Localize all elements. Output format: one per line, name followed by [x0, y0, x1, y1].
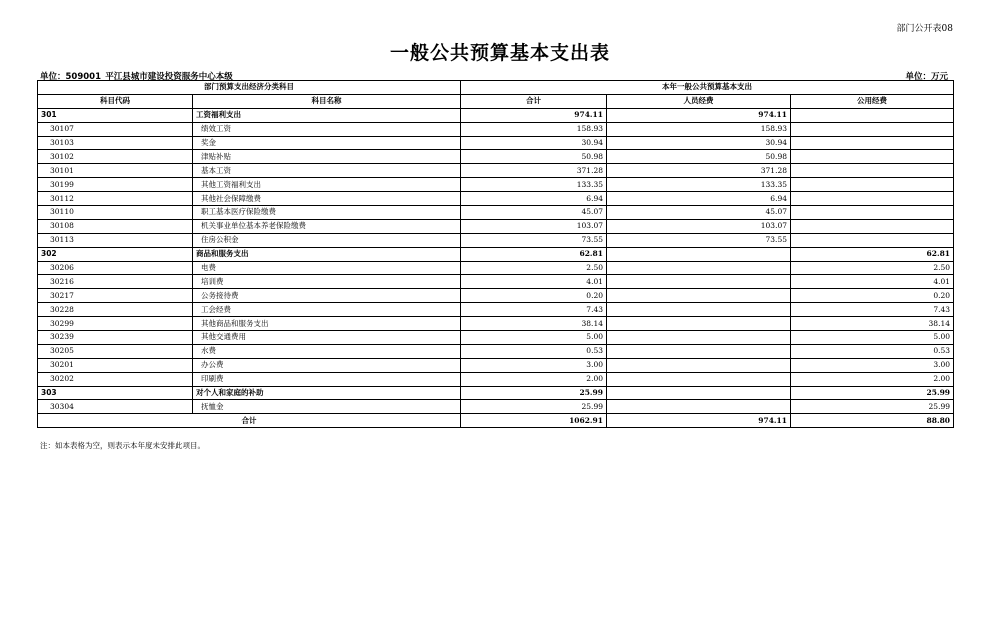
row-personnel	[607, 247, 791, 261]
row-total: 50.98	[461, 150, 607, 164]
header-group-row	[38, 81, 954, 95]
row-total: 0.20	[461, 289, 607, 303]
row-code: 30217	[38, 289, 193, 303]
row-code: 30299	[38, 317, 193, 331]
row-name: 住房公积金	[193, 233, 461, 247]
row-name: 公务接待费	[193, 289, 461, 303]
row-total: 158.93	[461, 122, 607, 136]
table-row	[38, 372, 954, 386]
row-name: 职工基本医疗保险缴费	[193, 206, 461, 220]
row-personnel: 371.28	[607, 164, 791, 178]
page-title: 一般公共预算基本支出表	[389, 42, 610, 64]
row-name: 津贴补贴	[193, 150, 461, 164]
header-total: 合计	[461, 94, 607, 108]
table-row	[38, 317, 954, 331]
row-personnel: 30.94	[607, 136, 791, 150]
row-name: 水费	[193, 344, 461, 358]
category-row	[38, 247, 954, 261]
row-public	[791, 136, 954, 150]
row-name: 其他交通费用	[193, 331, 461, 345]
row-code: 303	[38, 386, 193, 400]
row-total: 5.00	[461, 331, 607, 345]
row-public	[791, 122, 954, 136]
row-code: 30110	[38, 206, 193, 220]
row-public: 2.50	[791, 261, 954, 275]
row-personnel	[607, 372, 791, 386]
table-row	[38, 344, 954, 358]
table-row	[38, 289, 954, 303]
category-row	[38, 386, 954, 400]
row-total: 0.53	[461, 344, 607, 358]
row-code: 30108	[38, 219, 193, 233]
row-code: 30112	[38, 192, 193, 206]
row-name: 办公费	[193, 358, 461, 372]
table-row	[38, 206, 954, 220]
table-row	[38, 136, 954, 150]
total-personnel: 974.11	[607, 414, 791, 428]
row-public: 3.00	[791, 358, 954, 372]
row-personnel: 6.94	[607, 192, 791, 206]
row-total: 103.07	[461, 219, 607, 233]
row-personnel	[607, 386, 791, 400]
table-row	[38, 261, 954, 275]
row-code: 30113	[38, 233, 193, 247]
row-total: 4.01	[461, 275, 607, 289]
total-label: 合计	[38, 414, 461, 428]
header-classification: 部门预算支出经济分类科目	[38, 81, 461, 95]
row-personnel: 158.93	[607, 122, 791, 136]
row-personnel	[607, 303, 791, 317]
row-total: 371.28	[461, 164, 607, 178]
row-code: 30103	[38, 136, 193, 150]
row-code: 30107	[38, 122, 193, 136]
header-name: 科目名称	[193, 94, 461, 108]
row-personnel: 45.07	[607, 206, 791, 220]
row-total: 3.00	[461, 358, 607, 372]
row-personnel	[607, 400, 791, 414]
table-row	[38, 275, 954, 289]
footnote: 注：如本表格为空，则表示本年度未安排此项目。	[40, 441, 205, 450]
total-public: 88.80	[791, 414, 954, 428]
currency-unit-label: 单位：万元	[905, 72, 948, 82]
row-personnel	[607, 317, 791, 331]
row-code: 30202	[38, 372, 193, 386]
row-code: 30239	[38, 331, 193, 345]
row-name: 对个人和家庭的补助	[193, 386, 461, 400]
row-name: 工会经费	[193, 303, 461, 317]
row-public	[791, 164, 954, 178]
row-code: 30102	[38, 150, 193, 164]
row-public	[791, 178, 954, 192]
row-total: 133.35	[461, 178, 607, 192]
row-code: 301	[38, 108, 193, 122]
row-public: 2.00	[791, 372, 954, 386]
table-row	[38, 192, 954, 206]
row-name: 电费	[193, 261, 461, 275]
row-public: 25.99	[791, 400, 954, 414]
row-name: 机关事业单位基本养老保险缴费	[193, 219, 461, 233]
row-name: 工资福利支出	[193, 108, 461, 122]
row-public	[791, 233, 954, 247]
table-row	[38, 178, 954, 192]
table-row	[38, 150, 954, 164]
row-total: 45.07	[461, 206, 607, 220]
row-personnel: 103.07	[607, 219, 791, 233]
form-number: 部门公开表08	[896, 24, 953, 34]
row-public: 0.53	[791, 344, 954, 358]
table-row	[38, 122, 954, 136]
row-total: 38.14	[461, 317, 607, 331]
row-code: 30101	[38, 164, 193, 178]
row-code: 30206	[38, 261, 193, 275]
row-personnel: 974.11	[607, 108, 791, 122]
row-personnel	[607, 261, 791, 275]
row-total: 2.50	[461, 261, 607, 275]
row-name: 基本工资	[193, 164, 461, 178]
row-public	[791, 150, 954, 164]
row-total: 6.94	[461, 192, 607, 206]
row-personnel: 73.55	[607, 233, 791, 247]
row-code: 30228	[38, 303, 193, 317]
table-body	[38, 108, 954, 414]
header-basic-expenditure: 本年一般公共预算基本支出	[461, 81, 954, 95]
row-total: 974.11	[461, 108, 607, 122]
header-personnel: 人员经费	[607, 94, 791, 108]
row-public: 5.00	[791, 331, 954, 345]
row-code: 30199	[38, 178, 193, 192]
row-name: 抚恤金	[193, 400, 461, 414]
row-total: 2.00	[461, 372, 607, 386]
row-public	[791, 206, 954, 220]
row-public	[791, 192, 954, 206]
row-personnel	[607, 344, 791, 358]
row-total: 62.81	[461, 247, 607, 261]
row-name: 培训费	[193, 275, 461, 289]
row-name: 印刷费	[193, 372, 461, 386]
row-code: 302	[38, 247, 193, 261]
row-public: 25.99	[791, 386, 954, 400]
row-name: 奖金	[193, 136, 461, 150]
row-name: 绩效工资	[193, 122, 461, 136]
row-public	[791, 219, 954, 233]
table-row	[38, 164, 954, 178]
row-total: 25.99	[461, 386, 607, 400]
total-row	[38, 414, 954, 428]
row-personnel	[607, 358, 791, 372]
header-code: 科目代码	[38, 94, 193, 108]
row-total: 73.55	[461, 233, 607, 247]
unit-label: 单位：509001_平江县城市建设投资服务中心本级	[40, 72, 233, 82]
row-personnel: 50.98	[607, 150, 791, 164]
budget-table	[37, 80, 954, 428]
total-total: 1062.91	[461, 414, 607, 428]
header-column-row	[38, 94, 954, 108]
row-name: 其他社会保障缴费	[193, 192, 461, 206]
row-code: 30205	[38, 344, 193, 358]
row-code: 30304	[38, 400, 193, 414]
row-public: 38.14	[791, 317, 954, 331]
category-row	[38, 108, 954, 122]
row-personnel: 133.35	[607, 178, 791, 192]
table-row	[38, 400, 954, 414]
row-name: 其他商品和服务支出	[193, 317, 461, 331]
row-public	[791, 108, 954, 122]
row-personnel	[607, 289, 791, 303]
table-row	[38, 303, 954, 317]
table-row	[38, 233, 954, 247]
table-row	[38, 331, 954, 345]
row-public: 62.81	[791, 247, 954, 261]
row-name: 其他工资福利支出	[193, 178, 461, 192]
row-code: 30201	[38, 358, 193, 372]
row-total: 7.43	[461, 303, 607, 317]
row-code: 30216	[38, 275, 193, 289]
row-public: 0.20	[791, 289, 954, 303]
header-public: 公用经费	[791, 94, 954, 108]
row-total: 25.99	[461, 400, 607, 414]
table-row	[38, 358, 954, 372]
row-public: 4.01	[791, 275, 954, 289]
table-row	[38, 219, 954, 233]
row-public: 7.43	[791, 303, 954, 317]
row-total: 30.94	[461, 136, 607, 150]
row-name: 商品和服务支出	[193, 247, 461, 261]
row-personnel	[607, 331, 791, 345]
row-personnel	[607, 275, 791, 289]
